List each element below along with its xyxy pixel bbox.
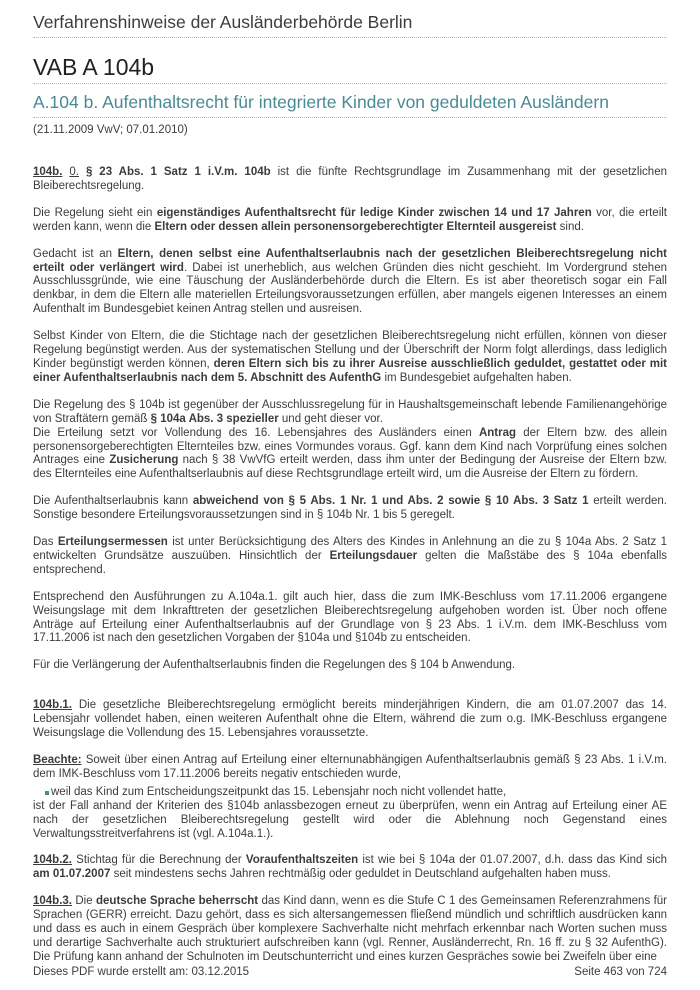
site-title: Verfahrenshinweise der Ausländerbehörde Berlin	[33, 12, 413, 32]
section-number: 0.	[69, 166, 79, 178]
emphasis: deutsche Sprache beherrscht	[96, 895, 259, 908]
document-body	[33, 166, 667, 965]
section-divider	[33, 117, 667, 118]
footer-page-number: Seite 463 von 724	[574, 966, 667, 978]
paragraph-stichtage	[33, 330, 667, 386]
title-divider	[33, 83, 667, 84]
header-divider	[33, 37, 667, 38]
section-ref: 104b.3.	[33, 895, 72, 908]
paragraph-104b-2	[33, 854, 667, 882]
text: ist unter Berücksichtigung des Alters des Kindes in Anlehnung an die zu § 104a Abs. 2 Satz 1 entwickelten Grundsätze auszuüben. Hinsichtlich der	[33, 536, 667, 562]
text: Die Erteilung setzt vor Vollendung des 16. Lebensjahres des Ausländers einen	[33, 426, 479, 439]
paragraph-intro	[33, 166, 667, 194]
emphasis: Antrag	[478, 426, 517, 439]
text: Die Aufenthaltserlaubnis kann	[33, 495, 193, 508]
text: Die Regelung sieht ein	[33, 206, 157, 219]
paragraph-antrag	[33, 427, 667, 483]
text: Die	[72, 895, 97, 908]
paragraph-ermessen	[33, 536, 667, 578]
paragraph-imk: Entsprechend den Ausführungen zu A.104a.1. gilt auch hier, dass die zum IMK-Beschluss vom 17.11.2006 ergangene Weisungslage mit dem Inkrafttreten der gesetzlichen Bleiberechtsregelung aufgehoben worden ist. Über noch offene Anträge auf Erteilung einer Aufenthaltserlaubnis auf der Grundlage von § 23 Abs. 1 i.V.m. dem IMK-Beschluss vom 17.11.2006 ist nach den gesetzlichen Vorgaben der §104a und §104b zu entscheiden.	[33, 590, 667, 645]
emphasis: Voraufenthaltszeiten	[245, 854, 359, 867]
text: und geht dieser vor.	[278, 412, 383, 425]
paragraph-eltern	[33, 248, 667, 318]
paragraph-104b-1	[33, 699, 667, 741]
section-title: A.104 b. Aufenthaltsrecht für integrierte Kinder von geduldeten Ausländern	[33, 92, 609, 112]
text: Gedacht ist an	[33, 247, 118, 260]
text: weil das Kind zum Entscheidungszeitpunkt das 15. Lebensjahr noch nicht vollendet hatte,	[51, 785, 507, 798]
text: gelten die Maßstäbe des § 104a ebenfalls entsprechend.	[33, 549, 668, 576]
footer-created: Dieses PDF wurde erstellt am: 03.12.2015	[33, 966, 250, 978]
paragraph-regelung	[33, 207, 667, 235]
bullet-icon	[45, 791, 49, 795]
text: Soweit über einen Antrag auf Erteilung einer elternunabhängigen Aufenthaltserlaubnis gemäß § 23 Abs. 1 i.V.m. dem IMK-Beschluss vom 17.11.2006 bereits negativ entschieden wurde,	[33, 754, 667, 780]
list-item	[33, 786, 667, 800]
emphasis: Eltern oder dessen allein personensorgeberechtigter Elternteil ausgereist	[154, 220, 557, 233]
beachte-label: Beachte:	[33, 754, 82, 766]
doc-title: VAB A 104b	[33, 54, 155, 80]
text: Das	[33, 536, 58, 549]
text: . Dabei ist unerheblich, aus welchen Gründen dies nicht geschieht. Im Vordergrund stehen Ausschlussgründe, wie eine Täuschung der Ausländerbehörde durch die Eltern. Es ist aber theoretisch sogar ein Fall denkbar, in dem die Eltern alle materiellen Erteilungsvoraussetzungen erfüllen, aber mangels eigenen Interesses an einem Aufenthalt im Bundesgebiet keinen Antrag stellen und ausreisen.	[33, 261, 667, 316]
text: erteilt werden. Sonstige besondere Erteilungsvoraussetzungen sind in § 104b Nr. 1 bis 5 geregelt.	[33, 495, 667, 522]
text: Selbst Kinder von Eltern, die die Stichtage nach der gesetzlichen Bleiberechtsregelung nicht erfüllen, können von dieser Regelung begünstigt werden. Aus der systematischen Stellung und der Überschrift der Norm folgt allerdings, dass lediglich Kinder begünstigt werden können,	[33, 330, 667, 370]
section-ref: 104b.1.	[33, 699, 72, 712]
emphasis: § 104a Abs. 3 spezieller	[150, 412, 279, 425]
text: im Bundesgebiet aufgehalten haben.	[381, 371, 572, 384]
text: vor, die erteilt werden kann, wenn die	[33, 206, 667, 233]
emphasis: deren Eltern sich bis zu ihrer Ausreise ausschließlich geduldet, gestattet oder mit einer Aufenthaltserlaubnis nach dem 5. Abschnitt des AufenthG	[33, 357, 668, 384]
section-ref: 104b.2.	[33, 854, 72, 867]
text: nach § 38 VwVfG erteilt werden, dass ihm unter der Bedingung der Ausreise der Eltern bzw. des Elternteiles eine Aufenthaltserlaubnis auf diese Rechtsgrundlage erteilt wird, um die Ausreise der Eltern zu fördern.	[33, 454, 667, 481]
emphasis: eigenständiges Aufenthaltsrecht für ledige Kinder zwischen 14 und 17 Jahren	[156, 206, 592, 219]
date-line: (21.11.2009 VwV; 07.01.2010)	[33, 124, 188, 136]
text: Stichtag für die Berechnung der	[72, 854, 246, 867]
emphasis: Erteilungsdauer	[329, 549, 418, 562]
emphasis: Erteilungsermessen	[57, 536, 168, 549]
emphasis: abweichend von § 5 Abs. 1 Nr. 1 und Abs. 2 sowie § 10 Abs. 3 Satz 1	[192, 495, 589, 508]
text: ist die fünfte Rechtsgrundlage im Zusammenhang mit der gesetzlichen Bleiberechtsregelung.	[33, 166, 667, 192]
paragraph-abweichend	[33, 495, 667, 523]
text: sind.	[556, 220, 584, 233]
emphasis: Eltern, denen selbst eine Aufenthaltserlaubnis nach der gesetzlichen Bleiberechtsregelung nicht erteilt oder verlängert wird	[33, 247, 667, 274]
emphasis: Zusicherung	[109, 454, 179, 467]
text: seit mindestens sechs Jahren rechtmäßig oder geduldet in Deutschland aufgehalten haben muss.	[110, 868, 611, 881]
text: der Eltern bzw. des allein personensorgeberechtigten Elternteiles bzw. eines Vormundes voraus. Ggf. kann dem Kind nach Vorprüfung eines solchen Antrages eine	[33, 426, 668, 467]
text: Die gesetzliche Bleiberechtsregelung ermöglicht bereits minderjährigen Kindern, die am 01.07.2007 das 14. Lebensjahr vollendet haben, einen weiteren Aufenthalt ohne die Eltern, während die zum o.g. IMK-Beschluss ergangene Weisungslage die Vollendung des 15. Lebensjahres voraussetzte.	[33, 699, 667, 740]
legal-basis: § 23 Abs. 1 Satz 1 i.V.m. 104b	[85, 166, 271, 178]
text: das Kind dann, wenn es die Stufe C 1 des Gemeinsamen Referenzrahmens für Sprachen (GERR) erreicht. Dazu gehört, dass es sich altersangemessen fließend mündlich und schriftlich ausdrücken kann und dass es auch in einem Gespräch über komplexere Sachverhalte nicht mehrfach erkennbar nach Worten suchen muss und derartige Sachverhalte auch strukturiert aufschreiben kann (vgl. Renner, Ausländerrecht, Rn. 16 ff. zu § 32 AufenthG). Die Prüfung kann anhand der Schulnoten im Deutschunterricht und eines kurzen Gespräches sowie bei Zweifeln über eine	[33, 895, 667, 963]
paragraph-104b-3	[33, 895, 667, 965]
paragraph-ausschluss	[33, 399, 667, 427]
paragraph-beachte	[33, 754, 667, 782]
paragraph-pruefung: ist der Fall anhand der Kriterien des §104b anlassbezogen erneut zu überprüfen, wenn ein Antrag auf Erteilung einer AE nach der gesetzlichen Bleiberechtsregelung gestellt wird oder die Ablehnung noch Gegenstand eines Verwaltungsstreitverfahrens ist (vgl. A.104a.1.).	[33, 799, 667, 840]
text: ist wie bei § 104a der 01.07.2007, d.h. dass das Kind sich	[358, 854, 668, 867]
section-ref: 104b.	[33, 166, 63, 178]
paragraph-verlaengerung: Für die Verlängerung der Aufenthaltserlaubnis finden die Regelungen des § 104 b Anwendung.	[33, 659, 516, 672]
text: Die Regelung des § 104b ist gegenüber der Ausschlussregelung für in Haushaltsgemeinschaft lebende Familienangehörige von Straftätern gemäß	[33, 398, 667, 425]
emphasis: am 01.07.2007	[33, 868, 111, 881]
